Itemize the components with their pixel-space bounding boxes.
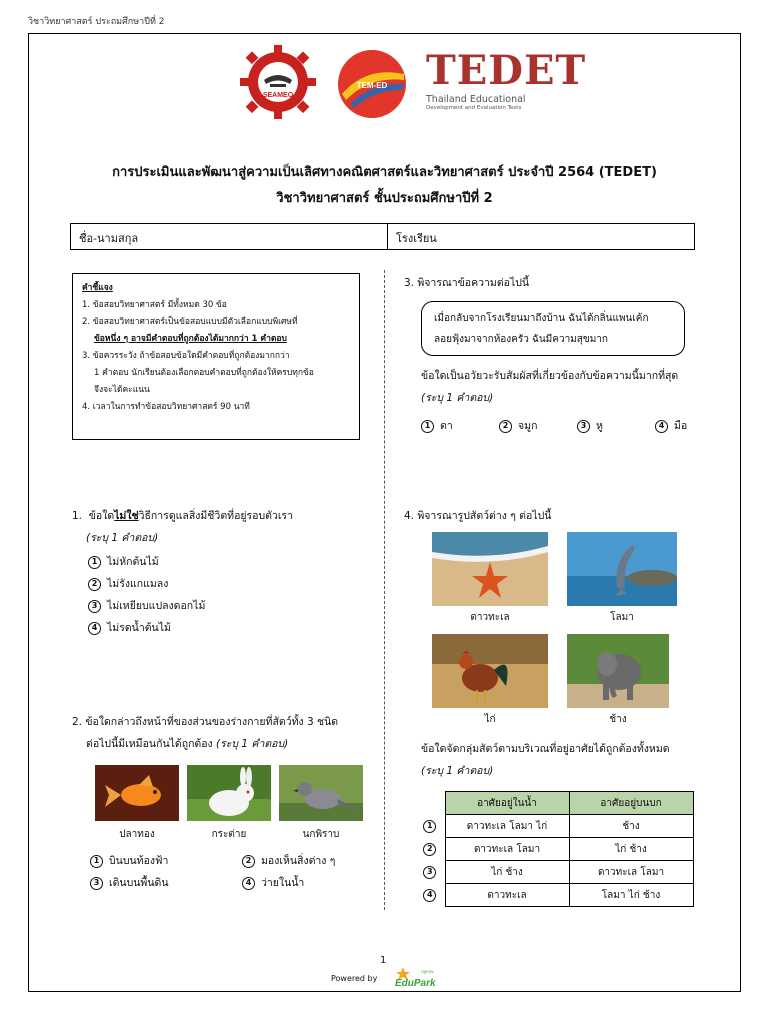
question-2-line2 (72, 733, 372, 755)
school-field[interactable]: โรงเรียน (396, 232, 437, 245)
animal-label: ไก่ (484, 714, 496, 725)
choice-marker: 3 (88, 600, 101, 613)
choice-label: เดินบนพื้นดิน (109, 877, 169, 889)
bubble-line: ลอยฟุ้งมาจากห้องครัว ฉันมีความสุขมาก (434, 334, 608, 345)
choice-marker: 3 (577, 420, 590, 433)
table-row[interactable] (415, 838, 693, 861)
rabbit-image (187, 765, 271, 821)
temed-logo-text: TEM-ED (356, 81, 388, 90)
animal-label: ปลาทอง (119, 829, 155, 840)
q2-choice-2[interactable] (242, 850, 335, 872)
choice-marker: 1 (421, 420, 434, 433)
seameo-logo-text: SEAMEO (262, 92, 294, 99)
q3-choice-3[interactable] (577, 415, 655, 437)
instructions-box (72, 273, 360, 440)
question-2-text: ต่อไปนี้มีเหมือนกันได้ถูกต้อง (86, 738, 213, 750)
q1-choice-1[interactable] (88, 551, 372, 573)
logo-bar (238, 44, 587, 124)
q1-choice-3[interactable] (88, 595, 372, 617)
question-3 (421, 365, 721, 437)
animal-label: ช้าง (609, 714, 627, 725)
animal-label: กระต่าย (211, 829, 247, 840)
question-3-text: ข้อใดเป็นอวัยวะรับสัมผัสที่เกี่ยวข้องกับข้อความนี้มากที่สุด (421, 370, 679, 382)
table-row[interactable] (415, 815, 693, 838)
temed-logo (336, 48, 408, 120)
instruction-item: 3. ข้อควรระวัง ถ้าข้อสอบข้อใดมีคำตอบที่ถูกต้องมากกว่า (82, 351, 290, 361)
question-3-hint: (ระบุ 1 คำตอบ) (421, 392, 494, 404)
table-cell: ไก่ ช้าง (445, 861, 569, 884)
choice-marker[interactable]: 4 (423, 889, 436, 902)
table-cell: โลมา ไก่ ช้าง (569, 884, 693, 907)
elephant-image (567, 634, 669, 708)
q3-choice-4[interactable] (655, 415, 687, 437)
name-field[interactable]: ชื่อ-นามสกุล (71, 224, 388, 249)
question-1-text-post: วิธีการดูแลสิ่งมีชีวิตที่อยู่รอบตัวเรา (138, 510, 293, 522)
seameo-logo (238, 44, 318, 120)
q2-choice-1[interactable] (90, 850, 242, 872)
student-info-box (70, 223, 695, 250)
table-header: อาศัยอยู่ในน้ำ (445, 792, 569, 815)
instruction-item: 1. ข้อสอบวิทยาศาสตร์ มีทั้งหมด 30 ข้อ (82, 300, 227, 310)
instruction-item: จึงจะได้คะแนน (94, 385, 150, 395)
choice-label: ตา (440, 420, 453, 432)
choice-label: ไม่เหยียบแปลงดอกไม้ (107, 600, 206, 612)
question-4 (421, 738, 721, 782)
table-cell: ช้าง (569, 815, 693, 838)
header-subject: วิชาวิทยาศาสตร์ ประถมศึกษาปีที่ 2 (28, 17, 165, 27)
page-number: 1 (380, 955, 387, 966)
question-2-hint: (ระบุ 1 คำตอบ) (216, 738, 289, 750)
choice-label: บินบนท้องฟ้า (109, 855, 169, 867)
goldfish-image (95, 765, 179, 821)
chicken-image (432, 634, 548, 708)
choice-label: จมูก (518, 420, 538, 432)
choice-marker[interactable]: 1 (423, 820, 436, 833)
table-cell: ดาวทะเล โลมา ไก่ (445, 815, 569, 838)
q3-choice-2[interactable] (499, 415, 577, 437)
question-2-line1: 2. ข้อใดกล่าวถึงหน้าที่ของส่วนของร่างกายที่สัตว์ทั้ง 3 ชนิด (72, 716, 339, 728)
exam-subtitle: วิชาวิทยาศาสตร์ ชั้นประถมศึกษาปีที่ 2 (276, 191, 493, 206)
animal-label: โลมา (610, 612, 634, 623)
choice-marker: 2 (242, 855, 255, 868)
edupark-logo-text: EduPark (395, 978, 436, 987)
question-4-hint: (ระบุ 1 คำตอบ) (421, 765, 494, 777)
choice-marker: 4 (655, 420, 668, 433)
tedet-logo (426, 47, 587, 120)
choice-marker: 3 (90, 877, 103, 890)
instructions-heading: คำชี้แจง (82, 283, 113, 293)
q2-choice-3[interactable] (90, 872, 242, 894)
choice-marker: 4 (88, 622, 101, 635)
habitat-table (415, 791, 694, 907)
question-number: 1. (72, 510, 83, 522)
table-cell: ดาวทะเล (445, 884, 569, 907)
choice-marker: 4 (242, 877, 255, 890)
pigeon-image (279, 765, 363, 821)
animal-label: ดาวทะเล (470, 612, 510, 623)
question-2-choices (90, 850, 380, 894)
starfish-image (432, 532, 548, 606)
choice-label: ไม่หักต้นไม้ (107, 556, 159, 568)
table-header-row (415, 792, 693, 815)
table-header: อาศัยอยู่บนบก (569, 792, 693, 815)
question-4-stem: 4. พิจารณารูปสัตว์ต่าง ๆ ต่อไปนี้ (404, 510, 552, 522)
question-2 (72, 711, 372, 755)
edupark-logo-small: ปลูกสุข (421, 969, 434, 974)
instruction-item-emphasis: ข้อหนึ่ง ๆ อาจมีคำตอบที่ถูกต้องได้มากกว่า 1 คำตอบ (94, 334, 287, 344)
choice-label: ไม่รังแกแมลง (107, 578, 169, 590)
column-divider (384, 270, 385, 910)
exam-title: การประเมินและพัฒนาสู่ความเป็นเลิศทางคณิตศาสตร์และวิทยาศาสตร์ ประจำปี 2564 (TEDET) (112, 165, 657, 180)
choice-label: ว่ายในน้ำ (261, 877, 305, 889)
dolphin-image (567, 532, 677, 606)
speech-bubble (421, 301, 685, 356)
q2-choice-4[interactable] (242, 872, 304, 894)
choice-marker: 1 (90, 855, 103, 868)
animal-label: นกพิราบ (302, 829, 340, 840)
choice-label: หู (596, 420, 603, 432)
choice-marker: 2 (88, 578, 101, 591)
choice-label: มองเห็นสิ่งต่าง ๆ (261, 855, 336, 867)
bubble-line: เมื่อกลับจากโรงเรียนมาถึงบ้าน ฉันได้กลิ่นแพนเค้ก (434, 313, 649, 324)
question-1 (72, 505, 372, 639)
table-row[interactable] (415, 884, 693, 907)
choice-marker: 2 (499, 420, 512, 433)
table-row[interactable] (415, 861, 693, 884)
q1-choice-2[interactable] (88, 573, 372, 595)
choice-label: มือ (674, 420, 688, 432)
table-cell: ดาวทะเล โลมา (569, 861, 693, 884)
choice-label: ไม่รดน้ำต้นไม้ (107, 622, 171, 634)
tedet-logo-subtitle: Thailand Educational (426, 94, 526, 105)
instruction-item: 4. เวลาในการทำข้อสอบวิทยาศาสตร์ 90 นาที (82, 402, 250, 412)
tedet-logo-word: TEDET (426, 47, 587, 94)
instruction-item: 1 คำตอบ นักเรียนต้องเลือกตอบคำตอบที่ถูกต้องให้ครบทุกข้อ (94, 368, 314, 378)
question-1-emphasis: ไม่ใช่ (114, 510, 139, 522)
choice-marker: 1 (88, 556, 101, 569)
question-4-text: ข้อใดจัดกลุ่มสัตว์ตามบริเวณที่อยู่อาศัยได้ถูกต้องทั้งหมด (421, 743, 670, 755)
powered-by-text: Powered by (331, 974, 378, 983)
question-1-stem (72, 505, 372, 527)
q3-choice-1[interactable] (421, 415, 499, 437)
table-cell: ไก่ ช้าง (569, 838, 693, 861)
question-3-stem: 3. พิจารณาข้อความต่อไปนี้ (404, 277, 530, 289)
edupark-logo (393, 965, 443, 990)
table-cell: ดาวทะเล โลมา (445, 838, 569, 861)
choice-marker[interactable]: 2 (423, 843, 436, 856)
question-1-text-pre: ข้อใด (88, 510, 115, 522)
instruction-item: 2. ข้อสอบวิทยาศาสตร์เป็นข้อสอบแบบมีตัวเลือกแบบพิเศษที่ (82, 317, 298, 327)
q1-choice-4[interactable] (88, 617, 372, 639)
question-1-hint: (ระบุ 1 คำตอบ) (86, 532, 159, 544)
tedet-logo-caption: Development and Evaluation Tests (426, 105, 522, 111)
choice-marker[interactable]: 3 (423, 866, 436, 879)
